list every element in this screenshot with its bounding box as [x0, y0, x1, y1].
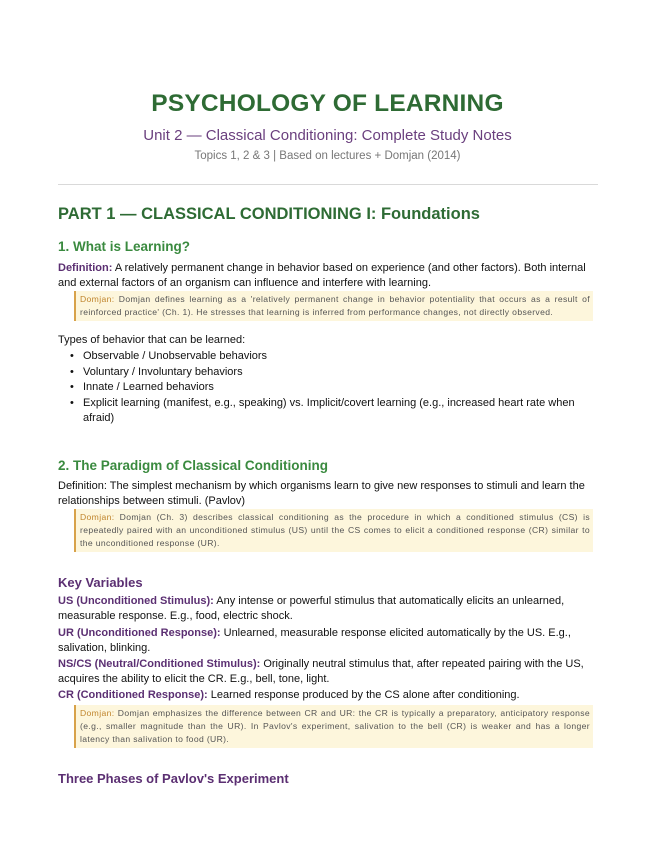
behavior-types-list	[58, 349, 598, 427]
types-intro: Types of behavior that can be learned:	[58, 334, 246, 346]
domjan-note-label: Domjan:	[80, 512, 115, 522]
list-item: • Voluntary / Involuntary behaviors	[58, 365, 598, 381]
variable-text: Any intense or powerful stimulus that automatically elicits an unlearned, measurable response. E.g., food, electric shock.	[58, 595, 565, 622]
definition-text: A relatively permanent change in behavior based on experience (and other factors). Both internal and external factors of an organism can influence and interfere with learning.	[58, 262, 586, 289]
variable-term: UR (Unconditioned Response):	[58, 627, 221, 639]
section2-definition: Definition: The simplest mechanism by which organisms learn to give new responses to stimuli and learn the relationships between stimuli. (Pavlov)	[58, 480, 585, 507]
list-item: • Observable / Unobservable behaviors	[58, 349, 598, 365]
section2-heading: 2. The Paradigm of Classical Conditioning	[58, 458, 329, 473]
domjan-note-3	[74, 705, 593, 748]
domjan-note-label: Domjan:	[80, 708, 115, 718]
part1-heading: PART 1 — CLASSICAL CONDITIONING I: Foundations	[58, 205, 480, 223]
domjan-note-2	[74, 509, 593, 552]
variable-text: Learned response produced by the CS alone after conditioning.	[207, 689, 520, 701]
document-subtitle: Unit 2 — Classical Conditioning: Complete Study Notes	[143, 127, 512, 144]
document-title: PSYCHOLOGY OF LEARNING	[151, 90, 504, 117]
variable-term: US (Unconditioned Stimulus):	[58, 595, 214, 607]
three-phases-heading: Three Phases of Pavlov's Experiment	[58, 771, 289, 786]
document-meta: Topics 1, 2 & 3 | Based on lectures + Domjan (2014)	[194, 150, 461, 162]
variable-text: Unlearned, measurable response elicited automatically by the US. E.g., salivation, blinking.	[58, 627, 571, 654]
variable-ns-cs	[58, 657, 598, 686]
variable-term: NS/CS (Neutral/Conditioned Stimulus):	[58, 658, 261, 670]
domjan-note-text: Domjan (Ch. 3) describes classical conditioning as the procedure in which a conditioned stimulus (CS) is repeatedly paired with an unconditioned stimulus (US) until the CS comes to elicit a conditioned response (CR) similar to the unconditioned response (UR).	[80, 512, 590, 548]
domjan-note-text: Domjan emphasizes the difference between CR and UR: the CR is typically a preparatory, anticipatory response (e.g., smaller magnitude than the UR). In Pavlov's experiment, salivation to the bell (CR) is weaker and has a longer latency than salivation to food (UR).	[80, 708, 590, 744]
key-variables-heading: Key Variables	[58, 575, 143, 590]
list-item: • Explicit learning (manifest, e.g., speaking) vs. Implicit/covert learning (e.g., increased heart rate when afraid)	[58, 396, 598, 427]
variable-text: Originally neutral stimulus that, after repeated pairing with the US, acquires the ability to elicit the CR. E.g., bell, tone, light.	[58, 658, 584, 685]
variable-us	[58, 594, 598, 623]
header-divider	[58, 184, 598, 185]
variable-cr	[58, 688, 598, 703]
variable-term: CR (Conditioned Response):	[58, 689, 208, 701]
domjan-note-label: Domjan:	[80, 294, 115, 304]
section1-heading: 1. What is Learning?	[58, 239, 191, 254]
variable-ur	[58, 626, 598, 655]
definition-label: Definition:	[58, 262, 113, 274]
list-item: • Innate / Learned behaviors	[58, 380, 598, 396]
domjan-note-text: Domjan defines learning as a 'relatively permanent change in behavior potentiality that occurs as a result of reinforced practice' (Ch. 1). He stresses that learning is inferred from performance changes, not directly observed.	[80, 294, 590, 317]
domjan-note-1	[74, 291, 593, 321]
section1-definition	[58, 261, 598, 290]
